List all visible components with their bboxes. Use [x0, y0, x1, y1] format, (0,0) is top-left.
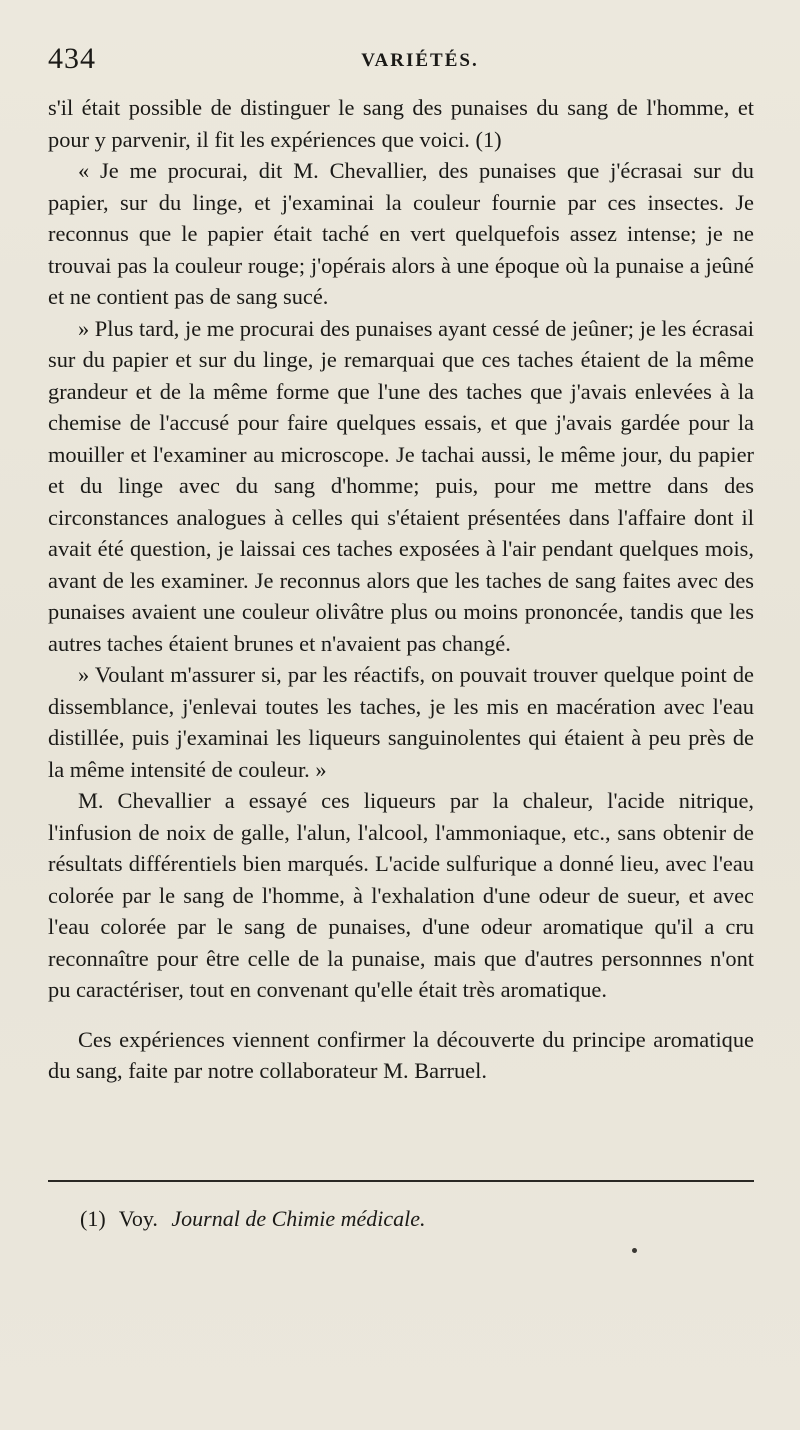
paragraph-reagents: » Voulant m'assurer si, par les réactifs, on pouvait trouver quelque point de dissemblance, j'enlevai toutes les taches, je les mis en macération avec l'eau distillée, puis j'examinai les liqueurs sanguinolentes qui étaient à peu près de la même intensité de couleur. » — [48, 662, 754, 782]
ink-dot — [632, 1248, 637, 1253]
footnote-prefix: Voy. — [118, 1206, 158, 1231]
paragraph-quote-start: « Je me procurai, dit M. Chevallier, des punaises que j'écrasai sur du papier, sur du linge, et j'examinai la couleur fournie par ces insectes. Je reconnus que le papier était taché en vert quelquefois assez intense; je ne trouvai pas la couleur rouge; j'opérais alors à une époque où la punaise a jeûné et ne contient pas de sang sucé. — [48, 158, 754, 309]
paragraph-continuation: s'il était possible de distinguer le sang des punaises du sang de l'homme, et pour y parvenir, il fit les expériences que voici. (1) — [48, 95, 754, 152]
footnote — [80, 1204, 426, 1234]
body-text — [48, 92, 754, 1087]
paragraph-conclusion: Ces expériences viennent confirmer la découverte du principe aromatique du sang, faite par notre collaborateur M. Barruel. — [48, 1026, 754, 1083]
running-head: VARIÉTÉS. — [361, 50, 479, 71]
page-header — [48, 42, 752, 82]
paragraph-later-experiment: » Plus tard, je me procurai des punaises ayant cessé de jeûner; je les écrasai sur du papier et sur du linge, je remarquai que ces taches étaient de la même grandeur et de la même forme que l'une des taches que j'avais enlevées à la chemise de l'accusé pour faire quelques essais, et que j'avais gardée pour la mouiller et l'examiner au microscope. Je tachai aussi, le même jour, du papier et du linge avec du sang d'homme; puis, pour me mettre dans des circonstances analogues à celles qui s'étaient présentées dans l'affaire dont il avait été question, je laissai ces taches exposées à l'air pendant quelques mois, avant de les examiner. Je reconnus alors que les taches de sang faites avec des punaises avaient une couleur olivâtre plus ou moins prononcée, tandis que les autres taches étaient brunes et n'avaient pas changé. — [48, 315, 754, 656]
paragraph-chevallier-tests: M. Chevallier a essayé ces liqueurs par la chaleur, l'acide nitrique, l'infusion de noix de galle, l'alun, l'alcool, l'ammoniaque, etc., sans obtenir de résultats différentiels bien marqués. L'acide sulfurique a donné lieu, avec l'eau colorée par le sang de l'homme, à l'exhalation d'une odeur de sueur, et avec l'eau colorée par le sang de punaises, d'une odeur aromatique qu'il a cru reconnaître pour être celle de la punaise, mais que d'autres personnnes n'ont pu caractériser, tout en convenant qu'elle était très aromatique. — [48, 788, 754, 1002]
footnote-journal: Journal de Chimie médicale. — [171, 1206, 426, 1231]
footnote-marker: (1) — [80, 1206, 106, 1231]
page-number: 434 — [48, 42, 96, 75]
footnote-divider — [48, 1180, 754, 1182]
